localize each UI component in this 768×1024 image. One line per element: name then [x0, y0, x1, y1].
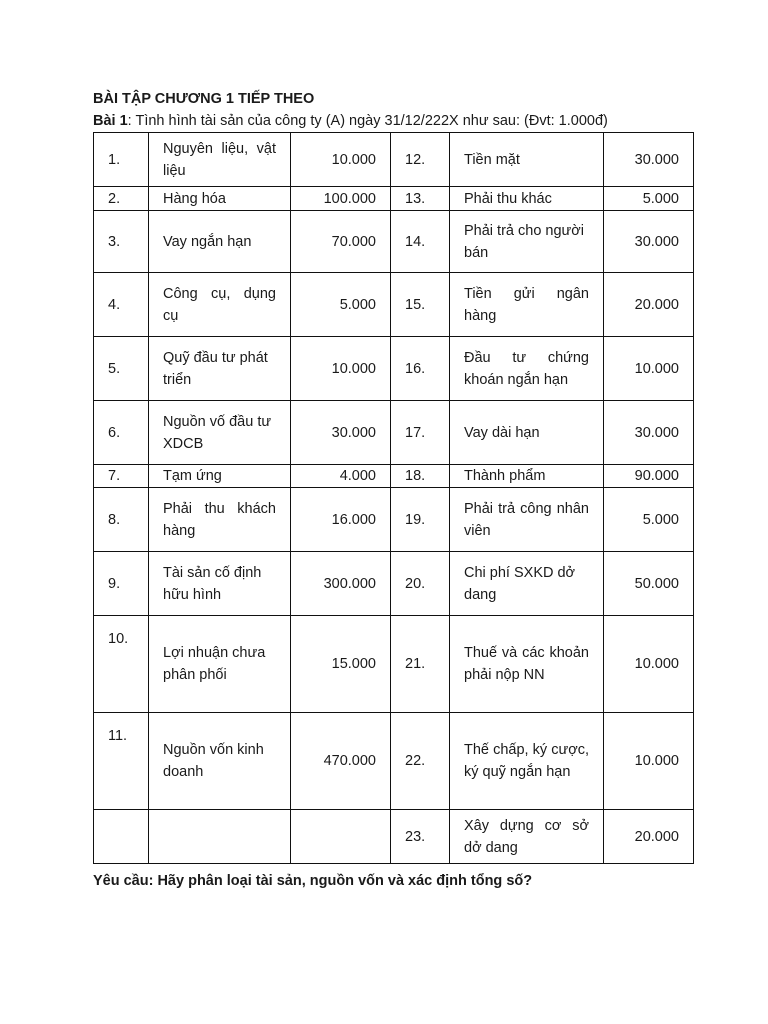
item-value: 470.000 — [291, 713, 391, 810]
item-value: 10.000 — [291, 133, 391, 187]
item-value: 10.000 — [604, 616, 694, 713]
item-value: 10.000 — [604, 337, 694, 401]
item-value: 10.000 — [291, 337, 391, 401]
document-title: BÀI TẬP CHƯƠNG 1 TIẾP THEO — [93, 91, 315, 107]
item-name: Xây dựng cơ sở dở dang — [450, 810, 604, 864]
table-row — [94, 211, 694, 273]
item-number: 21. — [391, 616, 450, 713]
item-value: 20.000 — [604, 810, 694, 864]
item-value: 30.000 — [604, 211, 694, 273]
item-name: Tiền gửi ngân hàng — [450, 273, 604, 337]
table-row — [94, 810, 694, 864]
item-name: Phải thu khác — [450, 187, 604, 211]
item-value: 5.000 — [604, 187, 694, 211]
table-row — [94, 187, 694, 211]
item-name: Vay dài hạn — [450, 401, 604, 465]
item-number: 6. — [94, 401, 149, 465]
item-value: 20.000 — [604, 273, 694, 337]
item-name: Vay ngắn hạn — [149, 211, 291, 273]
table-row — [94, 616, 694, 713]
item-number: 11. — [94, 713, 149, 810]
item-value: 5.000 — [604, 488, 694, 552]
item-name: Công cụ, dụng cụ — [149, 273, 291, 337]
item-number: 1. — [94, 133, 149, 187]
item-number — [94, 810, 149, 864]
item-number: 12. — [391, 133, 450, 187]
requirement-text: Yêu cầu: Hãy phân loại tài sản, nguồn vốn và xác định tổng số? — [93, 873, 533, 889]
item-name: Nguồn vố đầu tư XDCB — [149, 401, 291, 465]
item-name: Phải trả công nhân viên — [450, 488, 604, 552]
item-name: Hàng hóa — [149, 187, 291, 211]
item-value: 16.000 — [291, 488, 391, 552]
item-number: 23. — [391, 810, 450, 864]
item-number: 10. — [94, 616, 149, 713]
item-number: 7. — [94, 465, 149, 488]
item-name: Nguồn vốn kinh doanh — [149, 713, 291, 810]
item-value: 90.000 — [604, 465, 694, 488]
document-page — [93, 88, 693, 889]
item-name: Tài sản cố định hữu hình — [149, 552, 291, 616]
table-row — [94, 337, 694, 401]
item-value: 30.000 — [291, 401, 391, 465]
exercise-label: Bài 1 — [93, 113, 128, 129]
item-value — [291, 810, 391, 864]
item-value: 4.000 — [291, 465, 391, 488]
item-name: Phải trả cho người bán — [450, 211, 604, 273]
item-name: Tiền mặt — [450, 133, 604, 187]
item-name: Đầu tư chứng khoán ngắn hạn — [450, 337, 604, 401]
item-name: Chi phí SXKD dở dang — [450, 552, 604, 616]
item-number: 13. — [391, 187, 450, 211]
item-name: Thế chấp, ký cược, ký quỹ ngắn hạn — [450, 713, 604, 810]
item-value: 10.000 — [604, 713, 694, 810]
item-name: Nguyên liệu, vật liệu — [149, 133, 291, 187]
item-number: 2. — [94, 187, 149, 211]
assets-table — [93, 132, 694, 864]
item-name: Quỹ đầu tư phát triển — [149, 337, 291, 401]
item-value: 70.000 — [291, 211, 391, 273]
item-name — [149, 810, 291, 864]
item-number: 5. — [94, 337, 149, 401]
item-number: 8. — [94, 488, 149, 552]
item-value: 30.000 — [604, 401, 694, 465]
table-row — [94, 713, 694, 810]
item-number: 16. — [391, 337, 450, 401]
item-number: 4. — [94, 273, 149, 337]
item-name: Phải thu khách hàng — [149, 488, 291, 552]
table-row — [94, 488, 694, 552]
item-name: Lợi nhuận chưa phân phối — [149, 616, 291, 713]
item-name: Thuế và các khoản phải nộp NN — [450, 616, 604, 713]
table-row — [94, 401, 694, 465]
item-number: 19. — [391, 488, 450, 552]
item-number: 9. — [94, 552, 149, 616]
item-number: 20. — [391, 552, 450, 616]
item-name: Tạm ứng — [149, 465, 291, 488]
item-value: 50.000 — [604, 552, 694, 616]
table-row — [94, 552, 694, 616]
table-row — [94, 465, 694, 488]
item-number: 14. — [391, 211, 450, 273]
item-number: 3. — [94, 211, 149, 273]
item-number: 17. — [391, 401, 450, 465]
item-value: 30.000 — [604, 133, 694, 187]
item-number: 15. — [391, 273, 450, 337]
exercise-statement — [93, 110, 693, 132]
item-value: 300.000 — [291, 552, 391, 616]
table-row — [94, 273, 694, 337]
item-value: 5.000 — [291, 273, 391, 337]
item-value: 100.000 — [291, 187, 391, 211]
item-name: Thành phẩm — [450, 465, 604, 488]
item-number: 18. — [391, 465, 450, 488]
item-number: 22. — [391, 713, 450, 810]
table-row — [94, 133, 694, 187]
item-value: 15.000 — [291, 616, 391, 713]
exercise-text: : Tình hình tài sản của công ty (A) ngày 31/12/222X như sau: (Đvt: 1.000đ) — [127, 113, 608, 129]
